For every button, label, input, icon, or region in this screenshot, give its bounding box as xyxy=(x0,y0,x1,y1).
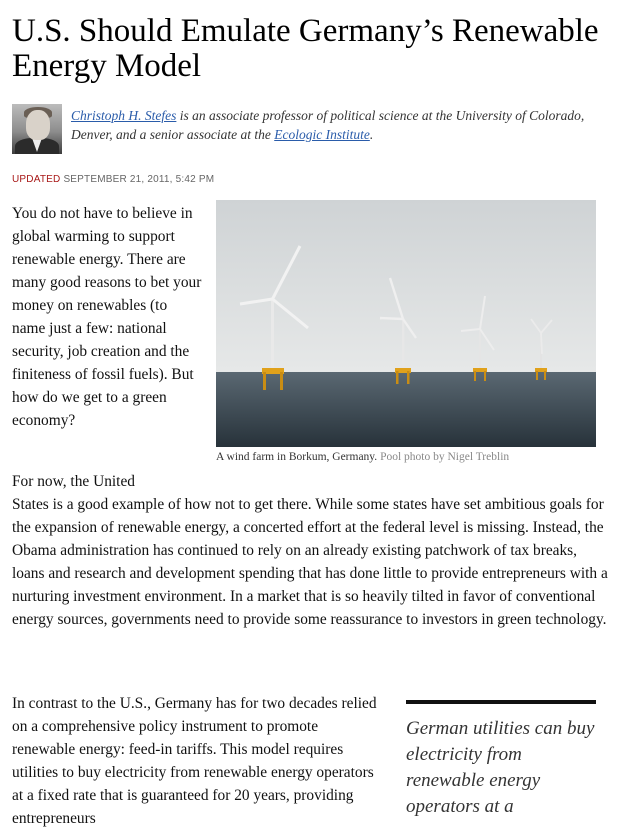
article-figure xyxy=(216,200,596,463)
paragraph-2-lead: For now, the United xyxy=(12,473,135,490)
paragraph-1: You do not have to believe in global warming to support renewable energy. There are many good reasons to bet your money on renewables (to name just a few: national security, job creation and the finiteness of fossil fuels). But how do we get to a green economy? xyxy=(12,205,202,429)
author-bio-text: is an associate professor of political science at the University of Colorado, Denver, and a senior associate at the xyxy=(71,108,585,142)
author-name-link[interactable]: Christoph H. Stefes xyxy=(71,108,177,123)
caption-text: A wind farm in Borkum, Germany. xyxy=(216,451,378,463)
author-bio-end: . xyxy=(369,127,374,142)
institute-link[interactable]: Ecologic Institute xyxy=(274,127,370,142)
author-bio xyxy=(71,106,611,144)
publish-date: SEPTEMBER 21, 2011, 5:42 PM xyxy=(63,174,215,185)
updated-label: UPDATED xyxy=(12,174,61,185)
dateline xyxy=(12,174,214,185)
author-byline xyxy=(12,104,612,158)
article-headline: U.S. Should Emulate Germany’s Renewable Energy Model xyxy=(12,13,599,84)
photo-credit: Pool photo by Nigel Treblin xyxy=(380,451,510,463)
paragraph-2-body: States is a good example of how not to get there. While some states have set ambitious goals for the expansion of renewable energy, a concerted effort at the federal level is missing. Instead, the Obama administration has continued to rely on an already existing patchwork of tax breaks, loans and research and development spending that has done little to provide entrepreneurs with a nurturing investment environment. In a market that is so heavily tilted in favor of conventional energy sources, governments need to provide some reassurance to investors in green technology. xyxy=(12,496,608,628)
paragraph-2 xyxy=(12,470,612,631)
photo-caption xyxy=(216,451,596,463)
author-avatar xyxy=(12,104,62,154)
wind-farm-photo xyxy=(216,200,596,447)
pull-quote: German utilities can buy electricity from renewable energy operators at a xyxy=(406,700,596,820)
paragraph-3: In contrast to the U.S., Germany has for two decades relied on a comprehensive policy instrument to promote renewable energy: feed-in tariffs. This model requires utilities to buy electricity from renewable energy operators at a fixed rate that is guaranteed for 20 years, providing entrepreneurs xyxy=(12,695,377,827)
